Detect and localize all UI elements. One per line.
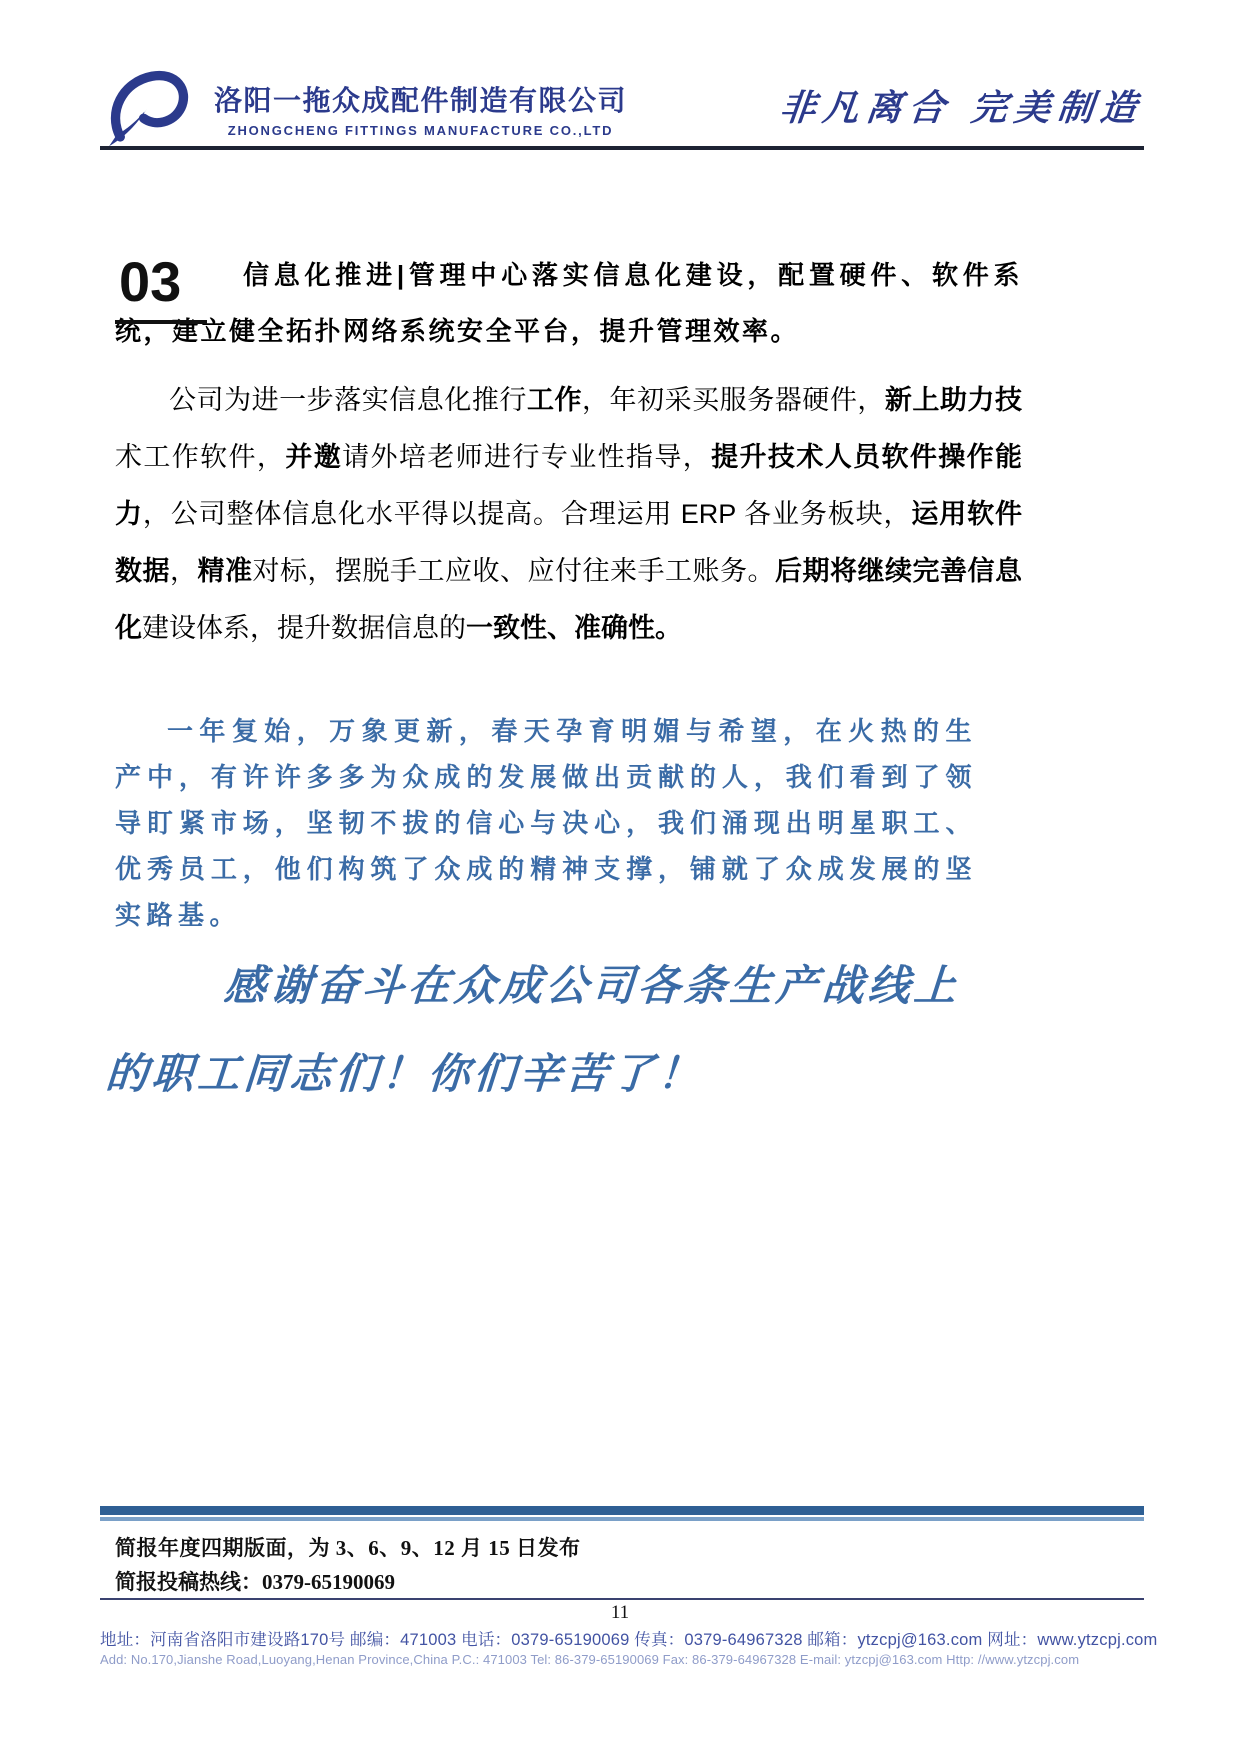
footer-band-dark — [100, 1506, 1144, 1515]
company-slogan: 非凡离合 完美制造 — [777, 87, 1146, 129]
thanks-line-2: 的职工同志们！你们辛苦了！ — [104, 1050, 706, 1097]
spring-note-paragraph: 一年复始，万象更新，春天孕育明媚与希望，在火热的生产中，有许许多多为众成的发展做出贡献的人，我们看到了领导盯紧市场，坚韧不拔的信心与决心，我们涌现出明星职工、优秀员工，他们构筑了众成的精神支撑，铺就了众成发展的坚实路基。 — [115, 716, 977, 930]
section-03 — [115, 248, 1022, 360]
submission-hotline: 简报投稿热线：0379-65190069 — [115, 1570, 395, 1594]
body-paragraph: 公司为进一步落实信息化推行工作，年初采买服务器硬件，新上助力技术工作软件，并邀请外培老师进行专业性指导，提升技术人员软件操作能力，公司整体信息化水平得以提高。合理运用 ERP 各业务板块，运用软件数据，精准对标，摆脱手工应收、应付往来手工账务。后期将继续完善信息化建设体系，提升数据信息的一致性、准确性。 — [115, 385, 1023, 643]
section-title: 信息化推进|管理中心落实信息化建设，配置硬件、软件系统，建立健全拓扑网络系统安全平台，提升管理效率。 — [115, 260, 1022, 346]
footer-band — [100, 1506, 1144, 1521]
contact-info-cn: 地址：河南省洛阳市建设路170号 邮编：471003 电话：0379-65190069 传真：0379-64967328 邮箱：ytzcpj@163.com 网址：www.ytzcpj.com — [100, 1631, 1158, 1649]
thanks-message — [103, 942, 1075, 1118]
page-header — [100, 66, 1144, 146]
page-number: 11 — [610, 1602, 630, 1623]
company-name-block — [214, 79, 627, 138]
company-brand — [100, 66, 627, 150]
company-name-en: ZHONGCHENG FITTINGS MANUFACTURE CO.,LTD — [227, 122, 614, 138]
section-number: 03 — [115, 254, 207, 324]
publication-schedule: 简报年度四期版面，为 3、6、9、12 月 15 日发布 — [115, 1536, 581, 1560]
header-divider — [100, 146, 1144, 150]
contact-info-en: Add: No.170,Jianshe Road,Luoyang,Henan Province,China P.C.: 471003 Tel: 86-379-65190069 Fax: 86-379-64967328 E-mail: ytzcpj@163.com Http: //www.ytzcpj.com — [100, 1652, 1080, 1667]
company-name-cn: 洛阳一拖众成配件制造有限公司 — [214, 84, 628, 116]
company-logo-icon — [100, 66, 204, 150]
footer-divider — [100, 1598, 1144, 1600]
footer-band-light — [100, 1517, 1144, 1521]
thanks-line-1: 感谢奋斗在众成公司各条生产战线上 — [222, 962, 962, 1009]
